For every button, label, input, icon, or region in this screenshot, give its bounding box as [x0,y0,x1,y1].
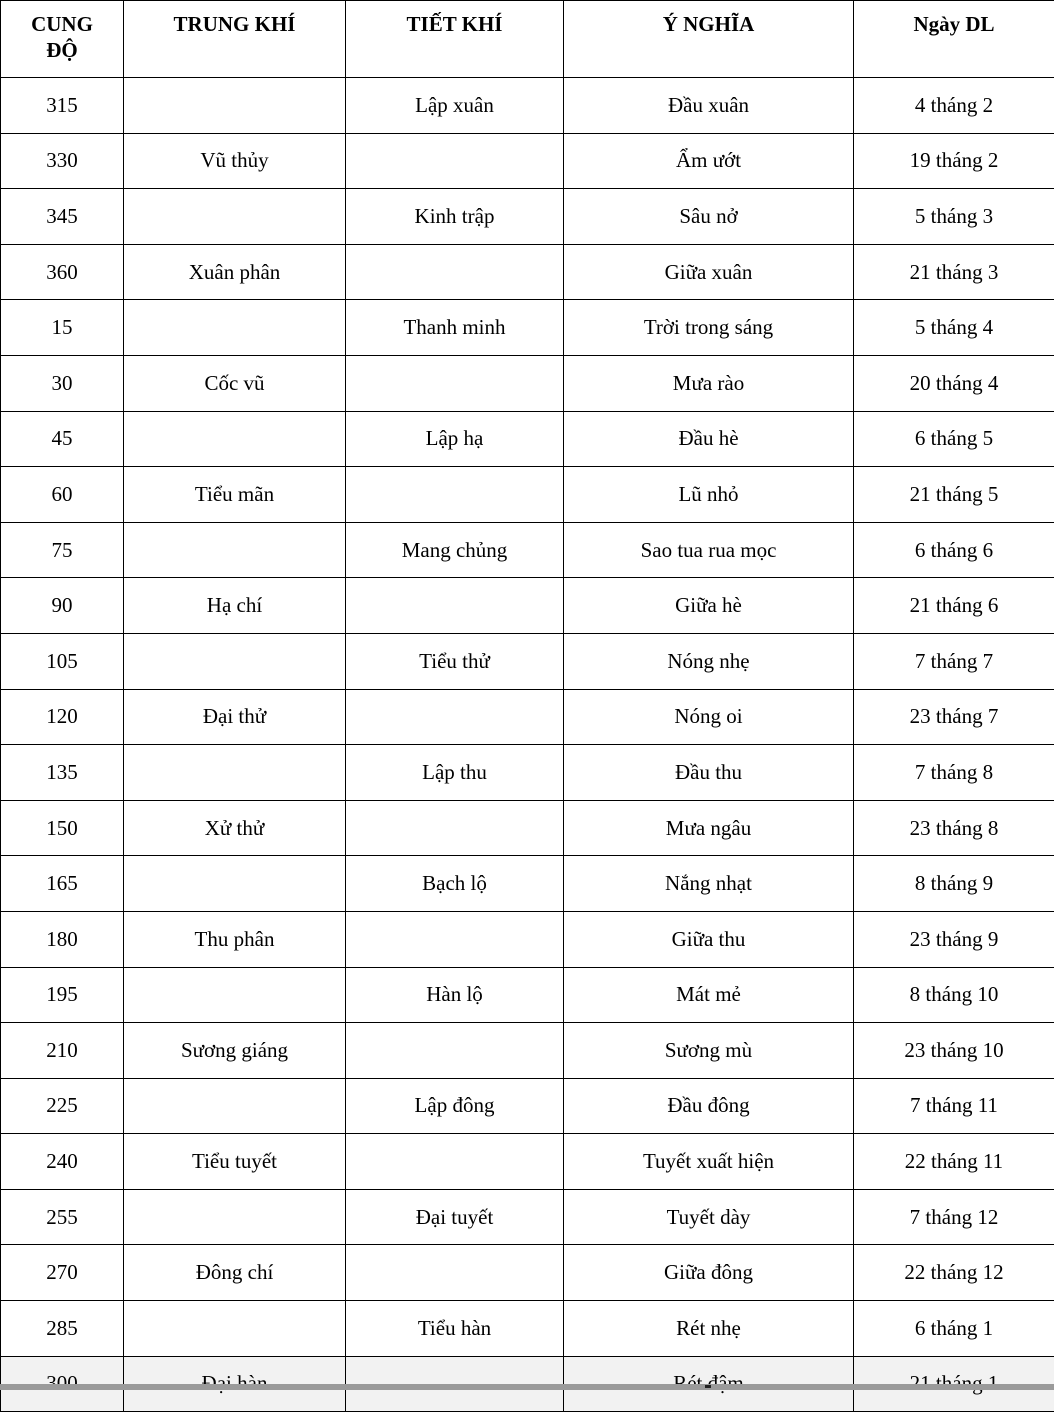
cell-y-nghia: Sao tua rua mọc [564,522,854,578]
table-row [1,800,1054,856]
cell-cung-do: 165 [1,856,124,912]
cell-ngay-dl: 6 tháng 5 [854,411,1054,467]
cell-tiet-khi [346,1134,564,1190]
table-body [1,78,1054,1412]
cell-y-nghia: Đầu thu [564,745,854,801]
cell-trung-khi: Xuân phân [124,244,346,300]
table-row [1,1245,1054,1301]
bottom-edge-mark [705,1385,711,1388]
cell-y-nghia: Tuyết dày [564,1189,854,1245]
cell-ngay-dl: 21 tháng 6 [854,578,1054,634]
cell-trung-khi [124,522,346,578]
cell-tiet-khi [346,911,564,967]
cell-trung-khi: Đông chí [124,1245,346,1301]
col-header-cung-do: CUNG ĐỘ [1,1,124,78]
cell-ngay-dl: 6 tháng 1 [854,1301,1054,1357]
table-row [1,1189,1054,1245]
cell-ngay-dl: 5 tháng 3 [854,189,1054,245]
cell-ngay-dl: 23 tháng 8 [854,800,1054,856]
cell-y-nghia: Mưa ngâu [564,800,854,856]
cell-tiet-khi: Hàn lộ [346,967,564,1023]
col-header-trung-khi: TRUNG KHÍ [124,1,346,78]
cell-y-nghia: Sương mù [564,1023,854,1079]
cell-cung-do: 135 [1,745,124,801]
cell-tiet-khi [346,467,564,523]
cell-ngay-dl: 21 tháng 3 [854,244,1054,300]
cell-trung-khi [124,189,346,245]
table-row [1,745,1054,801]
cell-tiet-khi [346,689,564,745]
cell-ngay-dl: 19 tháng 2 [854,133,1054,189]
table-row [1,1023,1054,1079]
header-row [1,1,1054,78]
cell-cung-do: 60 [1,467,124,523]
cell-trung-khi: Hạ chí [124,578,346,634]
cell-trung-khi [124,967,346,1023]
cell-trung-khi: Tiểu mãn [124,467,346,523]
cell-ngay-dl: 7 tháng 8 [854,745,1054,801]
cell-y-nghia: Lũ nhỏ [564,467,854,523]
cell-y-nghia: Đầu hè [564,411,854,467]
cell-ngay-dl: 22 tháng 12 [854,1245,1054,1301]
cell-tiet-khi: Đại tuyết [346,1189,564,1245]
cell-cung-do: 180 [1,911,124,967]
cell-y-nghia: Ẩm ướt [564,133,854,189]
cell-y-nghia: Nóng oi [564,689,854,745]
col-header-tiet-khi: TIẾT KHÍ [346,1,564,78]
cell-ngay-dl: 4 tháng 2 [854,78,1054,134]
cell-ngay-dl: 23 tháng 9 [854,911,1054,967]
cell-ngay-dl: 7 tháng 12 [854,1189,1054,1245]
cell-cung-do: 105 [1,633,124,689]
cell-y-nghia: Giữa thu [564,911,854,967]
cell-cung-do: 210 [1,1023,124,1079]
cell-y-nghia: Đầu đông [564,1078,854,1134]
cell-ngay-dl: 7 tháng 11 [854,1078,1054,1134]
cell-y-nghia: Giữa hè [564,578,854,634]
cell-y-nghia: Sâu nở [564,189,854,245]
table-row [1,244,1054,300]
cell-cung-do: 45 [1,411,124,467]
table-row [1,133,1054,189]
cell-ngay-dl: 5 tháng 4 [854,300,1054,356]
cell-y-nghia: Mát mẻ [564,967,854,1023]
cell-cung-do: 315 [1,78,124,134]
table-row [1,578,1054,634]
cell-y-nghia: Giữa đông [564,1245,854,1301]
cell-ngay-dl: 8 tháng 9 [854,856,1054,912]
cell-cung-do: 30 [1,355,124,411]
table-row [1,1301,1054,1357]
cell-trung-khi [124,411,346,467]
cell-tiet-khi: Tiểu thử [346,633,564,689]
cell-trung-khi: Cốc vũ [124,355,346,411]
cell-cung-do: 330 [1,133,124,189]
cell-trung-khi [124,1301,346,1357]
cell-cung-do: 75 [1,522,124,578]
table-row [1,633,1054,689]
cell-trung-khi: Sương giáng [124,1023,346,1079]
cell-tiet-khi: Mang chủng [346,522,564,578]
cell-ngay-dl: 23 tháng 10 [854,1023,1054,1079]
col-header-y-nghia: Ý NGHĨA [564,1,854,78]
table-row [1,355,1054,411]
table-row [1,411,1054,467]
table-row [1,1134,1054,1190]
cell-cung-do: 255 [1,1189,124,1245]
cell-y-nghia: Nắng nhạt [564,856,854,912]
cell-y-nghia: Nóng nhẹ [564,633,854,689]
table-row [1,78,1054,134]
table-row [1,911,1054,967]
cell-y-nghia: Giữa xuân [564,244,854,300]
cell-y-nghia: Rét nhẹ [564,1301,854,1357]
cell-cung-do: 150 [1,800,124,856]
cell-tiet-khi: Lập hạ [346,411,564,467]
cell-ngay-dl: 6 tháng 6 [854,522,1054,578]
cell-cung-do: 345 [1,189,124,245]
cell-tiet-khi [346,1023,564,1079]
table-row [1,856,1054,912]
cell-tiet-khi [346,578,564,634]
cell-tiet-khi: Lập đông [346,1078,564,1134]
cell-trung-khi: Thu phân [124,911,346,967]
cell-trung-khi [124,300,346,356]
cell-tiet-khi: Lập xuân [346,78,564,134]
cell-tiet-khi [346,355,564,411]
cell-ngay-dl: 8 tháng 10 [854,967,1054,1023]
cell-trung-khi [124,78,346,134]
bottom-scroll-edge [0,1384,1054,1390]
cell-y-nghia: Tuyết xuất hiện [564,1134,854,1190]
cell-cung-do: 120 [1,689,124,745]
cell-cung-do: 15 [1,300,124,356]
cell-cung-do: 195 [1,967,124,1023]
cell-trung-khi: Đại thử [124,689,346,745]
cell-trung-khi [124,1189,346,1245]
cell-tiet-khi: Tiểu hàn [346,1301,564,1357]
cell-cung-do: 270 [1,1245,124,1301]
cell-tiet-khi [346,133,564,189]
cell-tiet-khi [346,1245,564,1301]
cell-y-nghia: Mưa rào [564,355,854,411]
cell-ngay-dl: 20 tháng 4 [854,355,1054,411]
cell-trung-khi: Xử thử [124,800,346,856]
table-row [1,522,1054,578]
cell-tiet-khi [346,244,564,300]
cell-ngay-dl: 21 tháng 5 [854,467,1054,523]
table-row [1,467,1054,523]
cell-trung-khi: Tiểu tuyết [124,1134,346,1190]
table-row [1,689,1054,745]
cell-trung-khi: Vũ thủy [124,133,346,189]
cell-y-nghia: Đầu xuân [564,78,854,134]
cell-tiet-khi: Kinh trập [346,189,564,245]
col-header-ngay-dl: Ngày DL [854,1,1054,78]
cell-cung-do: 285 [1,1301,124,1357]
table-row [1,1078,1054,1134]
cell-cung-do: 225 [1,1078,124,1134]
cell-tiet-khi: Lập thu [346,745,564,801]
cell-ngay-dl: 23 tháng 7 [854,689,1054,745]
cell-cung-do: 90 [1,578,124,634]
cell-cung-do: 360 [1,244,124,300]
cell-trung-khi [124,856,346,912]
cell-tiet-khi: Thanh minh [346,300,564,356]
table-row [1,300,1054,356]
table-row [1,189,1054,245]
cell-ngay-dl: 7 tháng 7 [854,633,1054,689]
cell-trung-khi [124,745,346,801]
cell-ngay-dl: 22 tháng 11 [854,1134,1054,1190]
cell-trung-khi [124,1078,346,1134]
cell-cung-do: 240 [1,1134,124,1190]
cell-tiet-khi [346,800,564,856]
table-row [1,967,1054,1023]
cell-tiet-khi: Bạch lộ [346,856,564,912]
cell-trung-khi [124,633,346,689]
cell-y-nghia: Trời trong sáng [564,300,854,356]
